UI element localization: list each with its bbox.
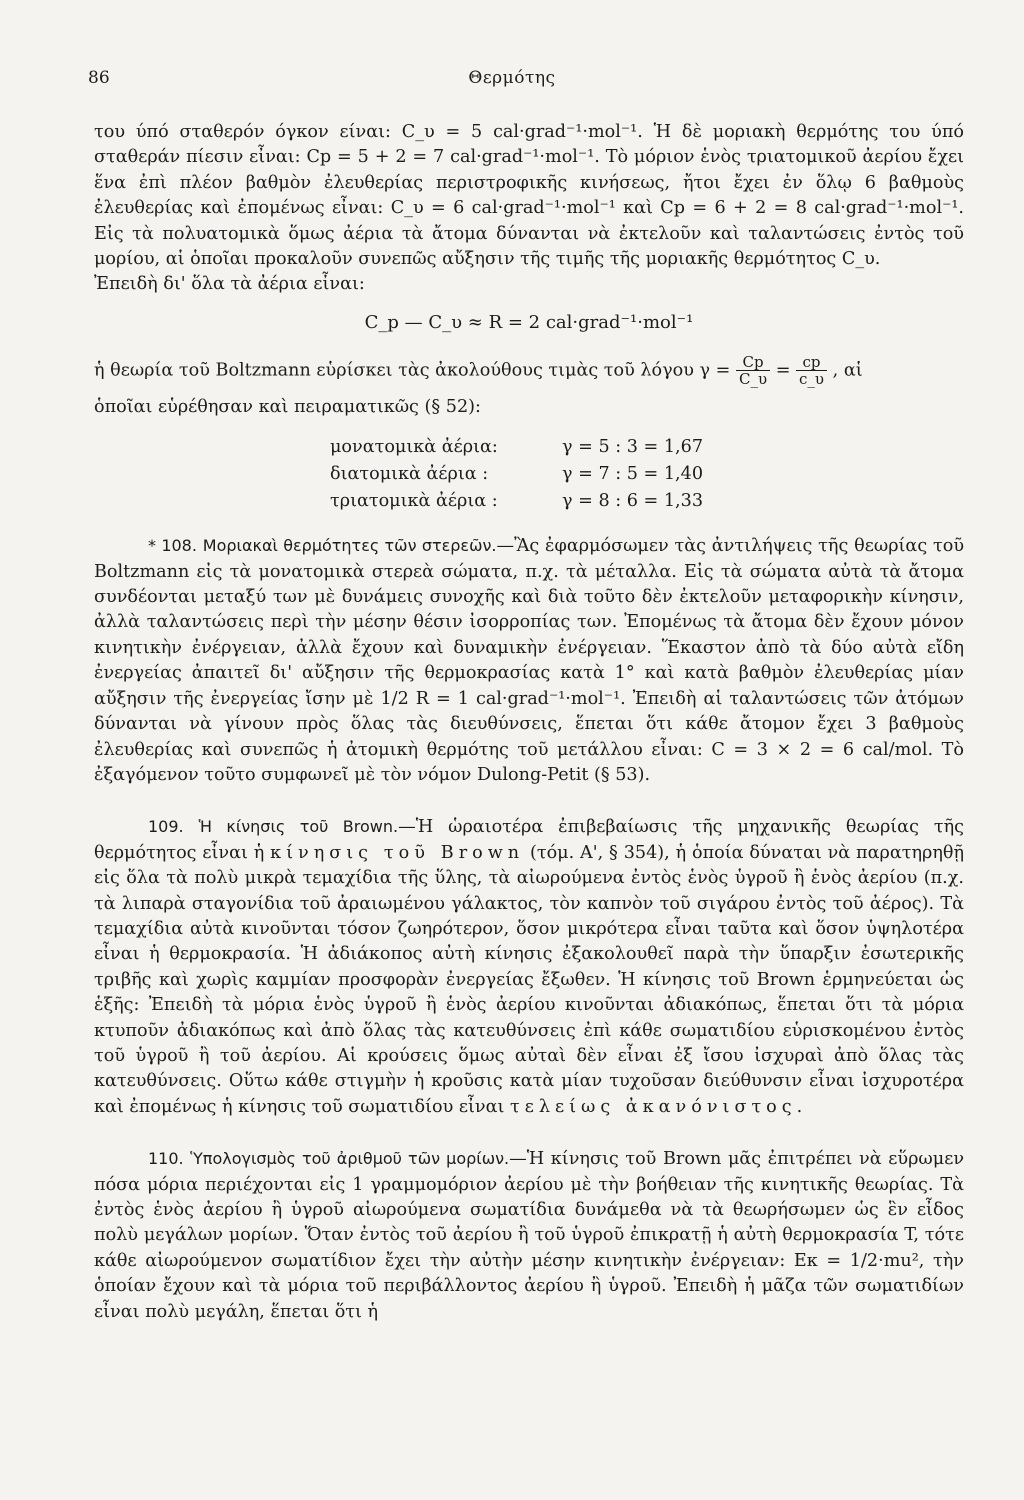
page-number: 86	[88, 68, 110, 88]
fraction-lower	[796, 354, 827, 387]
section-109-number: 109.	[148, 817, 184, 837]
ratio-row	[330, 434, 964, 461]
running-head: Θερμότης	[468, 68, 556, 88]
ratio-label: τριατομικὰ ἀέρια :	[330, 491, 498, 512]
fraction-capital-denominator: C_υ	[738, 369, 768, 388]
section-108-text: —Ἂς ἐφαρμόσωμεν τὰς ἀντιλήψεις τῆς θεωρίας τοῦ Boltzmann εἰς τὰ μονατομικὰ στερεὰ σώματα, π.χ. τὰ μέταλλα. Εἰς τὰ σώματα αὐτὰ τὰ ἄτομα συνδέονται μεταξύ των μὲ δυνάμεις συνοχῆς καὶ διὰ τοῦτο δὲν ἐκτελοῦν μεταφορικὴν κίνησιν, ἀλλὰ ταλαντώσεις περὶ τὴν μέσην θέσιν ἰσορροπίας των. Ἐπομένως τὰ ἄτομα δὲν ἔχουν μόνον κινητικὴν ἐνέργειαν, ἀλλὰ ἔχουν καὶ δυναμικὴν ἐνέργειαν. Ἕκαστον ἀπὸ τὰ δύο αὐτὰ εἴδη ἐνεργείας ἀπαιτεῖ δι' αὔξησιν τῆς θερμοκρασίας κατὰ 1° καὶ κατὰ βαθμὸν ἐλευθερίας μίαν αὔξησιν τῆς ἐνεργείας ἴσην μὲ 1/2 R = 1 cal·grad⁻¹·mol⁻¹. Ἐπειδὴ αἱ ταλαντώσεις τῶν ἀτόμων δύνανται νὰ γίνουν πρὸς ὅλας τὰς διευθύνσεις, ἕπεται ὅτι κάθε ἄτομον ἔχει 3 βαθμοὺς ἐλευθερίας καὶ συνεπῶς ἡ ἀτομικὴ θερμότης τοῦ μετάλλου εἶναι: C = 3 × 2 = 6 cal/mol. Τὸ ἐξαγόμενον τοῦτο συμφωνεῖ μὲ τὸν νόμον Dulong-Petit (§ 53).	[94, 536, 965, 785]
intro-paragraph: του ύπό σταθερόν όγκον είναι: C_υ = 5 cal·grad⁻¹·mol⁻¹. Ἡ δὲ μοριακὴ θερμότης του ύπό σταθεράν πίεσιν εἶναι: Cp = 5 + 2 = 7 cal·grad⁻¹·mol⁻¹. Τὸ μόριον ἑνὸς τριατομικοῦ ἀερίου ἔχει ἕνα ἐπὶ πλέον βαθμὸν ἐλευθερίας περιστροφικῆς κινήσεως, ἤτοι ἔχει ἐν ὅλῳ 6 βαθμοὺς ἐλευθερίας καὶ ἐπομένως εἶναι: C_υ = 6 cal·grad⁻¹·mol⁻¹ καὶ Cp = 6 + 2 = 8 cal·grad⁻¹·mol⁻¹. Εἰς τὰ πολυατομικὰ ὅμως ἀέρια τὰ ἄτομα δύνανται νὰ ἐκτελοῦν καὶ ταλαντώσεις ἐντὸς τοῦ μορίου, αἱ ὁποῖαι προκαλοῦν συνεπῶς αὔξησιν τῆς τιμῆς τῆς μοριακῆς θερμότητος C_υ.	[94, 122, 964, 270]
section-110-text: —Ἡ κίνησις τοῦ Brown μᾶς ἐπιτρέπει νὰ εὕρωμεν πόσα μόρια περιέχονται εἰς 1 γραμμομόριον ἀερίου μὲ τὴν βοήθειαν τῆς κινητικῆς θεωρίας. Τὰ ἐντὸς ἑνὸς ἀερίου ἢ ὑγροῦ αἰωρούμενα σωματίδια δυνάμεθα νὰ τὰ θεωρήσωμεν ὡς ἓν εἶδος πολὺ μεγάλων μορίων. Ὅταν ἐντὸς τοῦ ἀερίου ἢ τοῦ ὑγροῦ ἐπικρατῇ ἡ αὐτὴ θερμοκρασία T, τότε κάθε αἰωρούμενον σωματίδιον ἔχει τὴν αὐτὴν μέσην κινητικὴν ἐνέργειαν: Eκ = 1/2·mu², τὴν ὁποίαν ἔχουν καὶ τὰ μόρια τοῦ περιβάλλοντος ἀερίου ἢ ὑγροῦ. Ἐπειδὴ ἡ μᾶζα τῶν σωματιδίων εἶναι πολὺ μεγάλη, ἕπεται ὅτι ἡ	[94, 1149, 965, 1322]
ratio-row	[330, 488, 964, 515]
section-108	[94, 533, 964, 788]
ratio-value: γ = 8 : 6 = 1,33	[562, 491, 704, 512]
fraction-capital	[736, 354, 770, 387]
ratio-label: μονατομικὰ ἀέρια:	[330, 437, 498, 458]
ratio-line	[94, 354, 964, 387]
section-109-text-a: —Ἡ ὡραιοτέρα ἐπιβεβαίωσις τῆς μηχανικῆς θεωρίας τῆς θερμότητος εἶναι ἡ	[94, 817, 964, 863]
ratio-value: γ = 7 : 5 = 1,40	[562, 464, 704, 485]
equals-sign: =	[775, 360, 791, 381]
section-109-spaced: κίνησις τοῦ Brown	[270, 842, 525, 863]
section-110-title: Ὑπολογισμὸς τοῦ ἀριθμοῦ τῶν μορίων.	[190, 1149, 510, 1169]
ratio-row	[330, 461, 964, 488]
fraction-lower-denominator: c_υ	[799, 369, 825, 388]
cp-cv-formula: C_p — C_υ ≈ R = 2 cal·grad⁻¹·mol⁻¹	[364, 311, 694, 333]
section-108-number: * 108.	[148, 536, 197, 556]
ratio-text: ἡ θεωρία τοῦ Boltzmann εὑρίσκει τὰς ἀκολούθους τιμὰς τοῦ λόγου γ =	[94, 360, 731, 381]
section-109-spaced-end: τελείως ἀκανόνιστος.	[510, 1096, 808, 1117]
section-110-number: 110.	[148, 1149, 184, 1169]
section-109	[94, 814, 964, 1120]
fraction-capital-numerator: Cp	[736, 354, 770, 371]
fraction-lower-numerator: cp	[796, 354, 827, 371]
section-110	[94, 1146, 964, 1325]
found-line: ὁποῖαι εὑρέθησαν καὶ πειραματικῶς (§ 52):	[94, 396, 481, 417]
ratio-label: διατομικὰ ἀέρια :	[330, 464, 489, 485]
since-line: Ἐπειδὴ δι' ὅλα τὰ ἀέρια εἶναι:	[94, 274, 365, 295]
ratio-suffix: , αἱ	[832, 360, 863, 381]
ratio-value: γ = 5 : 3 = 1,67	[562, 437, 704, 458]
section-108-title: Μοριακαὶ θερμότητες τῶν στερεῶν.	[202, 536, 497, 556]
section-109-text-b: (τόμ. Α', § 354), ἡ ὁποία δύναται νὰ παρατηρηθῇ εἰς ὅλα τὰ πολὺ μικρὰ τεμαχίδια τῆς ὕλης, τὰ αἰωρούμενα ἐντὸς ἑνὸς ὑγροῦ ἢ ἑνὸς ἀερίου (π.χ. τὰ λιπαρὰ σταγονίδια τοῦ ἀραιωμένου γάλακτος, τὸν καπνὸν τοῦ σιγάρου ἐντὸς τοῦ ἀέρος). Τὰ τεμαχίδια αὐτὰ κινοῦνται τόσον ζωηρότερον, ὅσον μικρότερα εἶναι ταῦτα καὶ ὅσον ὑψηλοτέρα εἶναι ἡ θερμοκρασία. Ἡ ἀδιάκοπος αὐτὴ κίνησις ἐξακολουθεῖ παρὰ τὴν ὕπαρξιν ἐσωτερικῆς τριβῆς καὶ χωρὶς καμμίαν προσφορὰν ἐνεργείας ἔξωθεν. Ἡ κίνησις τοῦ Brown ἑρμηνεύεται ὡς ἑξῆς: Ἐπειδὴ τὰ μόρια ἑνὸς ὑγροῦ ἢ ἑνὸς ἀερίου κινοῦνται ἀδιακόπως, ἕπεται ὅτι τὰ μόρια κτυποῦν ἀδιακόπως καὶ ἀπὸ ὅλας τὰς κατευθύνσεις ἐπὶ κάθε σωματιδίου εὑρισκομένου ἐντὸς τοῦ ὑγροῦ ἢ τοῦ ἀερίου. Αἱ κρούσεις ὅμως αὐταὶ δὲν εἶναι ἐξ ἴσου ἰσχυραὶ ἀπὸ ὅλας τὰς κατευθύνσεις. Οὕτω κάθε στιγμὴν ἡ κροῦσις κατὰ μίαν τυχοῦσαν διεύθυνσιν εἶναι ἰσχυροτέρα καὶ ἐπομένως ἡ κίνησις τοῦ σωματιδίου εἶναι	[94, 842, 965, 1117]
page-header	[0, 68, 1024, 98]
ratio-table	[330, 434, 964, 515]
page-body	[94, 120, 964, 1325]
section-109-title: Ἡ κίνησις τοῦ Brown.	[198, 817, 399, 837]
